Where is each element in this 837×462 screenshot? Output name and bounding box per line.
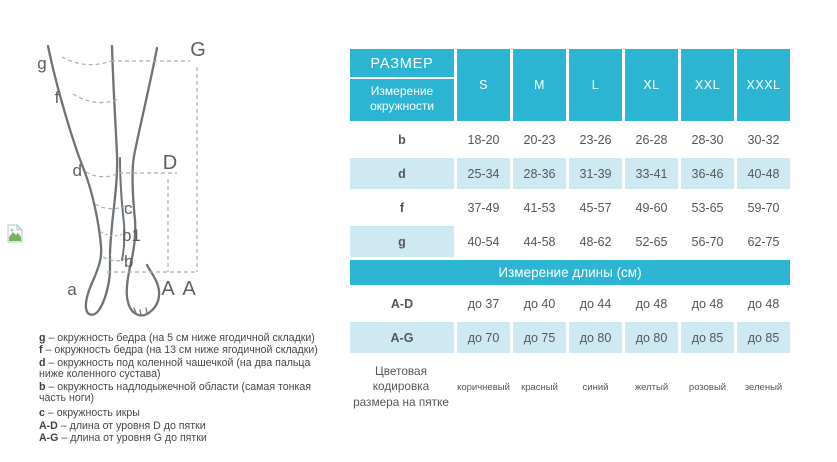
measurement-legend [39, 333, 331, 446]
table-cell: 40-54 [467, 234, 500, 249]
size-column-m: M [513, 49, 566, 121]
size-column-xxl: XXL [681, 49, 734, 121]
g-level-arc [62, 57, 111, 65]
size-table [347, 46, 793, 421]
row-label: d [350, 158, 454, 189]
table-cell: до 48 [691, 296, 724, 311]
label-g: g [37, 54, 47, 73]
legend-text: – длина от уровня D до пятки [60, 419, 206, 432]
leg-outlines [48, 46, 159, 315]
table-cell: 25-34 [457, 158, 510, 189]
legend-item-f [39, 345, 331, 356]
legend-item-d [39, 358, 331, 381]
table-cell: коричневый [457, 381, 510, 393]
leg-measurement-diagram [0, 0, 340, 330]
table-cell: до 75 [513, 322, 566, 353]
size-column-l: L [569, 49, 622, 121]
table-cell: 36-46 [681, 158, 734, 189]
table-cell: 59-70 [747, 200, 780, 215]
table-cell: 40-48 [737, 158, 790, 189]
table-cell: синий [582, 381, 609, 393]
length-section-band [350, 260, 790, 285]
table-cell: 52-65 [635, 234, 668, 249]
table-cell: 30-32 [747, 132, 780, 147]
table-cell: 31-39 [569, 158, 622, 189]
table-cell: розовый [688, 381, 727, 393]
table-cell: 44-58 [523, 234, 556, 249]
table-cell: желтый [634, 381, 669, 393]
legend-text: – окружность бедра (на 13 см ниже ягодичной складки) [45, 344, 318, 357]
size-column-xl: XL [625, 49, 678, 121]
left-leg-outer-line [48, 46, 110, 315]
legend-item-a-g [39, 433, 331, 444]
d-level-arc [86, 172, 119, 177]
label-b: b [124, 252, 134, 271]
legend-text: – окружность бедра (на 5 см ниже ягодичной складки) [48, 332, 315, 344]
table-cell: 56-70 [691, 234, 724, 249]
length-section-title: Измерение длины (см) [350, 260, 790, 285]
table-row-g [350, 226, 790, 257]
size-table-container [347, 46, 793, 421]
label-G: G [190, 39, 206, 61]
size-column-xxxl: XXXL [737, 49, 790, 121]
table-header-row [350, 49, 790, 121]
table-row-heel-color [350, 356, 790, 418]
legend-term: c [39, 407, 45, 420]
table-row-b [350, 124, 790, 155]
legend-term: A-G [39, 432, 59, 445]
row-label: A-G [350, 322, 454, 353]
table-row-d [350, 158, 790, 189]
legend-item-g [39, 333, 331, 344]
table-cell: 28-30 [691, 132, 724, 147]
right-leg-outer-line [127, 48, 159, 315]
table-cell: до 70 [457, 322, 510, 353]
table-cell: 20-23 [523, 132, 556, 147]
table-cell: зеленый [744, 381, 783, 393]
legend-item-c [39, 408, 331, 419]
table-cell: до 37 [467, 296, 500, 311]
circumference-header-label: Измерение окружности [350, 77, 454, 121]
legend-item-a-d [39, 421, 331, 432]
table-cell: 28-36 [513, 158, 566, 189]
table-cell: до 80 [625, 322, 678, 353]
table-cell: до 40 [523, 296, 556, 311]
table-cell: до 44 [579, 296, 612, 311]
table-cell: 49-60 [635, 200, 668, 215]
label-c: c [124, 199, 133, 218]
table-cell: 48-62 [579, 234, 612, 249]
label-f: f [54, 88, 60, 107]
table-row-f [350, 192, 790, 223]
table-cell: до 85 [737, 322, 790, 353]
label-a: a [67, 280, 77, 299]
legend-text: – длина от уровня G до пятки [61, 432, 207, 445]
table-cell: 37-49 [467, 200, 500, 215]
broken-image-icon [7, 224, 23, 243]
table-cell: 41-53 [523, 200, 556, 215]
table-cell: 53-65 [691, 200, 724, 215]
table-cell: 62-75 [747, 234, 780, 249]
legend-term: f [39, 344, 43, 357]
label-A-right: A [182, 278, 196, 300]
table-cell: 18-20 [467, 132, 500, 147]
legend-term: g [39, 332, 46, 344]
label-d: d [72, 161, 82, 180]
table-cell: 26-28 [635, 132, 668, 147]
table-row-a-d [350, 288, 790, 319]
size-header-label: РАЗМЕР [370, 56, 434, 72]
legend-term: d [39, 356, 46, 369]
legend-item-b [39, 382, 331, 405]
legend-term: A-D [39, 419, 58, 432]
table-cell: 23-26 [579, 132, 612, 147]
legend-term: b [39, 380, 46, 393]
table-cell: красный [521, 381, 558, 393]
legend-text: – окружность икры [47, 407, 140, 420]
table-cell: 45-57 [579, 200, 612, 215]
label-A-left: A [161, 278, 175, 300]
label-b1: b1 [122, 226, 141, 245]
table-row-a-g [350, 322, 790, 353]
row-label: g [350, 226, 454, 257]
row-label: A-D [390, 296, 414, 311]
table-cell: до 85 [681, 322, 734, 353]
table-corner-cell [350, 49, 454, 121]
row-label: b [398, 132, 406, 147]
label-D: D [162, 152, 178, 174]
table-cell: до 48 [635, 296, 668, 311]
row-label: Цветовая кодировка размера на пятке [353, 364, 449, 409]
table-cell: до 48 [747, 296, 780, 311]
table-cell: до 80 [569, 322, 622, 353]
legs-inner-line [110, 46, 117, 254]
table-cell: 33-41 [625, 158, 678, 189]
f-level-arc [73, 94, 119, 103]
legend-text: – окружность под коленной чашечкой (на два пальца ниже коленного сустава) [39, 356, 311, 381]
row-label: f [399, 200, 405, 215]
legend-text: – окружность надлодыжечной области (самая тонкая часть ноги) [39, 380, 311, 405]
size-column-s: S [457, 49, 510, 121]
